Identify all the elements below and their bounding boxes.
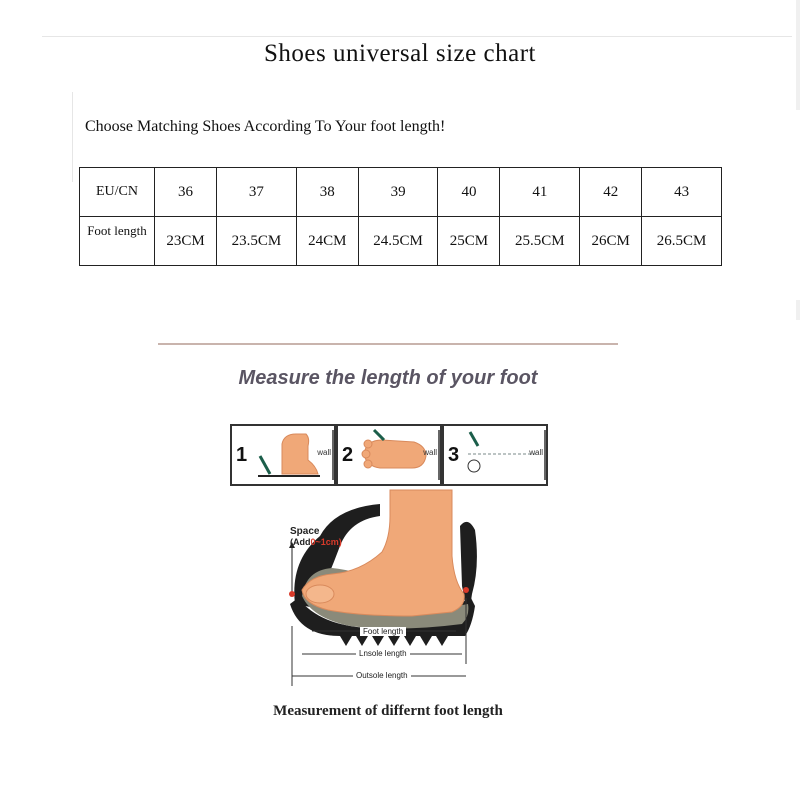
- size-cell: 42: [580, 168, 642, 217]
- wall-label: wall: [317, 448, 331, 457]
- size-cell: 40: [438, 168, 500, 217]
- step-number: 2: [342, 444, 354, 466]
- wall-line: [438, 430, 440, 480]
- space-add-value: 0~1cm): [310, 537, 342, 547]
- divider-vertical: [72, 92, 73, 182]
- wall-label: wall: [529, 448, 543, 457]
- step-2-panel: [336, 424, 442, 486]
- size-cell: 37: [217, 168, 297, 217]
- page-title: Shoes universal size chart: [264, 40, 536, 67]
- size-cell: 39: [358, 168, 438, 217]
- top-rule: [42, 36, 792, 37]
- measure-title: Measure the length of your foot: [238, 367, 538, 389]
- size-row: [80, 168, 722, 217]
- section-divider: [158, 343, 618, 345]
- size-cell: 38: [296, 168, 358, 217]
- length-cell: 23.5CM: [217, 217, 297, 266]
- length-cell: 25.5CM: [500, 217, 580, 266]
- foot-side-icon: [248, 426, 328, 482]
- step-number: 3: [448, 444, 460, 466]
- size-cell: 43: [642, 168, 722, 217]
- foot-length-label: Foot length: [360, 627, 406, 636]
- wall-line: [544, 430, 546, 480]
- length-cell: 25CM: [438, 217, 500, 266]
- space-label: Space: [290, 526, 320, 537]
- step-3-panel: [442, 424, 548, 486]
- length-cell: 26.5CM: [642, 217, 722, 266]
- size-table: [79, 167, 722, 266]
- space-add-text: [290, 537, 342, 547]
- insole-length-label: Lnsole length: [356, 649, 410, 658]
- length-cell: 24CM: [296, 217, 358, 266]
- size-cell: 36: [155, 168, 217, 217]
- subtitle: Choose Matching Shoes According To Your foot length!: [85, 118, 446, 135]
- length-row-label: Foot length: [80, 217, 155, 266]
- foot-shoe-diagram: [240, 486, 640, 696]
- measure-line-icon: [460, 426, 540, 482]
- wall-line: [332, 430, 334, 480]
- size-header-label: EU/CN: [80, 168, 155, 217]
- step-1-panel: [230, 424, 336, 486]
- step-number: 1: [236, 444, 248, 466]
- size-cell: 41: [500, 168, 580, 217]
- length-cell: 26CM: [580, 217, 642, 266]
- diagram-caption: Measurement of differnt foot length: [273, 703, 503, 719]
- length-cell: 23CM: [155, 217, 217, 266]
- length-row: [80, 217, 722, 266]
- wall-label: wall: [423, 448, 437, 457]
- outsole-length-label: Outsole length: [353, 671, 411, 680]
- space-add-prefix: (Add: [290, 537, 311, 547]
- length-cell: 24.5CM: [358, 217, 438, 266]
- edge-rule: [796, 300, 800, 320]
